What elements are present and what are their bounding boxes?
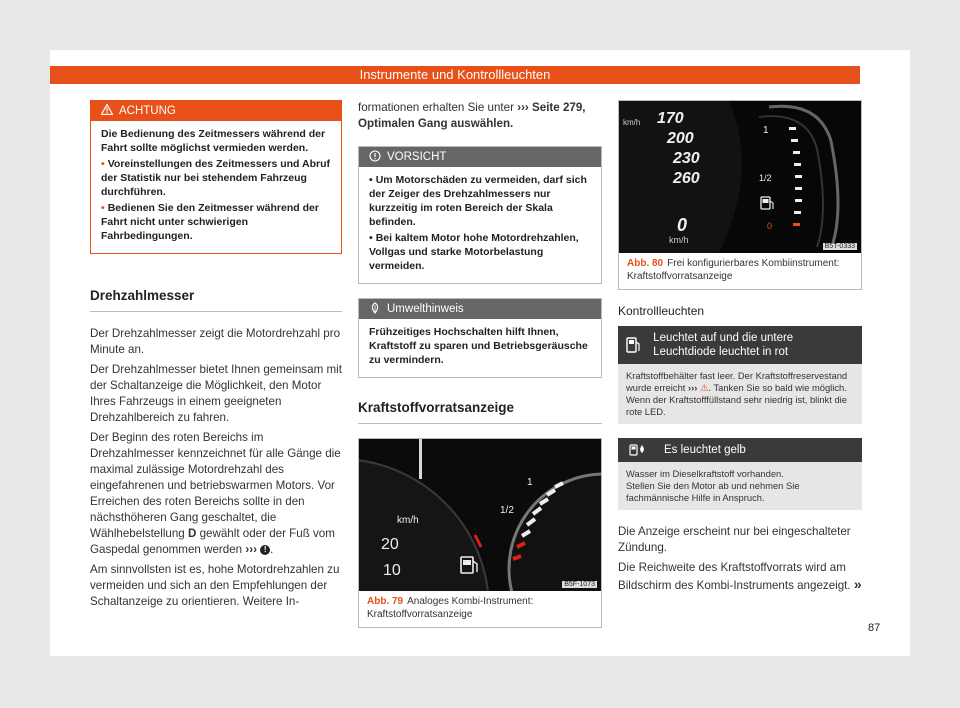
gear-letter: D [187, 527, 197, 540]
control-lights-title: Kontrollleuchten [618, 304, 705, 318]
gauge-unit: km/h [669, 235, 689, 245]
continue-arrow-icon: » [853, 576, 862, 592]
caution-box-title: VORSICHT [387, 151, 447, 163]
warning-box-title: ACHTUNG [119, 105, 176, 117]
column-middle [358, 100, 602, 628]
warning-triangle-icon [101, 104, 113, 118]
info-circle-outline-icon [369, 150, 381, 165]
caution-box-body [359, 167, 601, 283]
caution-box [358, 146, 602, 284]
fuel-pump-icon [618, 336, 647, 354]
analog-cluster-illustration [359, 439, 601, 591]
figure-79-image [359, 439, 601, 591]
environment-box-body: Frühzeitiges Hochschalten hilft Ihnen, Kraftstoff zu sparen und Betriebsgeräusche zu vermindern. [369, 326, 588, 366]
paragraph: Der Beginn des roten Bereichs im Drehzahlmesser kennzeichnet für alle Gänge die maximal zulässige Motordrehzahl des eingefahrenen und betriebswarmen Motors. Vor Erreichen des roten Bereichs sollte in den nächsthöheren Gang geschaltet, die Wählhebelstellung D gewählt oder der Fuß vom Gaspedal genommen werden ››› ! . [90, 431, 341, 556]
environment-box-title: Umwelthinweis [387, 303, 464, 315]
leaf-icon [369, 302, 381, 317]
warning-box-body [91, 121, 341, 253]
water-in-fuel-icon [618, 443, 658, 457]
svg-text:200: 200 [667, 130, 694, 147]
warning-intro: Die Bedienung des Zeitmessers während der Fahrt sollte möglichst vermieden werden. [101, 128, 326, 154]
fuel-mark-full: 1 [527, 477, 533, 488]
caution-box-header [359, 147, 601, 167]
svg-text:170: 170 [657, 110, 684, 127]
warning-box [90, 100, 342, 254]
paragraph-continuation: formationen erhalten Sie unter ››› Seite 279, Optimalen Gang auswählen. [358, 101, 586, 130]
column-left [90, 100, 342, 614]
caution-bullet: • Um Motorschäden zu vermeiden, darf sich der Zeiger des Drehzahlmessers nur kurzzeitig im roten Bereich der Skala befinden. [369, 174, 587, 228]
fuel-mark-empty: 0 [767, 221, 773, 231]
svg-text:0: 0 [677, 215, 688, 235]
paragraph: Die Anzeige erscheint nur bei eingeschalteter Zündung. [618, 525, 851, 554]
fuel-mark-half: 1/2 [759, 173, 772, 183]
lamp-header [618, 438, 862, 462]
paragraph: Am sinnvollsten ist es, hohe Motordrehzahlen zu vermeiden und sich an den Empfehlungen der Schaltanzeige zu orientieren. Weitere In- [90, 563, 340, 608]
reference-arrow-icon: ››› [517, 101, 529, 114]
reference-arrow-icon: ››› [245, 543, 257, 556]
figure-label: Abb. 79 [367, 596, 404, 607]
column-right [618, 100, 862, 598]
section-title-drehzahlmesser: Drehzahlmesser [90, 288, 342, 312]
gauge-number: 10 [383, 562, 401, 579]
section-title-kraftstoff: Kraftstoffvorratsanzeige [358, 400, 602, 424]
lamp-title: Es leuchtet gelb [664, 444, 746, 456]
environment-box [358, 298, 602, 378]
warning-bullet: • Bedienen Sie den Zeitmesser während der Fahrt nicht unter schwierigen Fahrbedingungen. [101, 202, 319, 242]
page-reference-link[interactable]: Seite 279, Optimalen Gang auswählen [358, 101, 586, 130]
svg-text:260: 260 [673, 170, 700, 187]
figure-80-image [619, 101, 861, 253]
warning-box-header [91, 101, 341, 121]
warning-bullet: • Voreinstellungen des Zeitmessers und Abruf der Statistik nur bei stehendem Fahrzeug durchführen. [101, 158, 330, 198]
fuel-mark-full: 1 [763, 125, 769, 136]
bullet-icon: • [369, 232, 373, 244]
bullet-icon: • [101, 158, 105, 170]
gauge-number: 20 [381, 536, 399, 553]
figure-code: B5T-0333 [824, 243, 855, 250]
page-number: 87 [868, 622, 881, 634]
figure-80 [618, 100, 862, 290]
figure-caption: Abb. 79 Analoges Kombi-Instrument: Kraftstoffvorratsanzeige [367, 596, 534, 620]
fuel-mark-half: 1/2 [500, 505, 514, 516]
lamp-description: Kraftstoffbehälter fast leer. Der Kraftstoffreservestand wurde erreicht ››› ⚠. Tanken Sie so bald wie möglich. Wenn der Kraftstofffüllstand sehr niedrig ist, blinkt die rote LED. [618, 364, 862, 424]
lamp-fuel-reserve [618, 326, 862, 424]
lamp-water-in-diesel [618, 438, 862, 510]
digital-cluster-illustration [619, 101, 861, 253]
chapter-header: Instrumente und Kontrollleuchten [50, 66, 860, 84]
svg-text:230: 230 [673, 150, 700, 167]
lamp-header [618, 326, 862, 364]
info-circle-icon: ! [260, 545, 270, 555]
environment-box-header [359, 299, 601, 319]
figure-label: Abb. 80 [627, 258, 664, 269]
lamp-title: Leuchtet auf und die untere Leuchtdiode leuchtet in rot [653, 332, 794, 358]
warning-triangle-icon: ⚠ [700, 382, 709, 393]
reference-arrow-icon: ››› [688, 382, 698, 393]
bullet-icon: • [101, 202, 105, 214]
bullet-icon: • [369, 174, 373, 186]
figure-79 [358, 438, 602, 628]
lamp-description: Wasser im Dieselkraftstoff vorhanden. Stellen Sie den Motor ab und nehmen Sie fachmännische Hilfe in Anspruch. [618, 462, 862, 510]
figure-caption: Abb. 80 Frei konfigurierbares Kombiinstrument: Kraftstoffvorratsanzeige [627, 258, 840, 282]
caution-bullet: • Bei kaltem Motor hohe Motordrehzahlen, Vollgas und starke Motorbelastung vermeiden. [369, 232, 579, 272]
paragraph: Der Drehzahlmesser zeigt die Motordrehzahl pro Minute an. [90, 327, 341, 356]
paragraph: Die Reichweite des Kraftstoffvorrats wird am Bildschirm des Kombi-Instruments angezeigt. » [618, 561, 862, 592]
gauge-unit: km/h [623, 118, 641, 127]
gauge-unit: km/h [397, 515, 419, 526]
figure-code: B5F-1073 [564, 581, 595, 588]
paragraph: Der Drehzahlmesser bietet Ihnen gemeinsam mit der Schaltanzeige die Möglichkeit, den Motor Ihres Fahrzeugs in einem geeigneten Drehzahlbereich zu fahren. [90, 363, 342, 424]
